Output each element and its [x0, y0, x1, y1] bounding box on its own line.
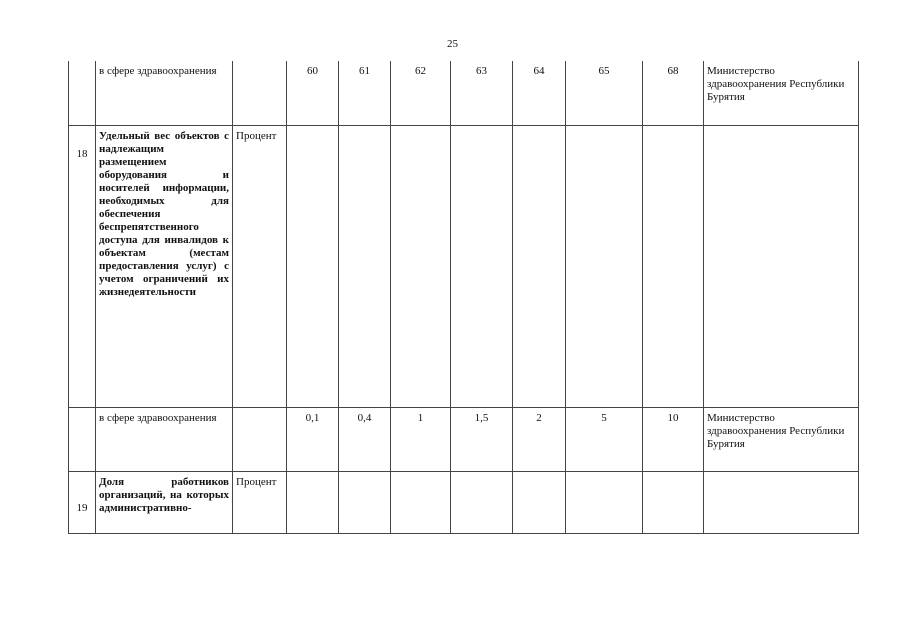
responsible-org: Министерство здравоохранения Республики Бурятия: [704, 407, 859, 471]
indicator-name: в сфере здравоохранения: [96, 61, 233, 125]
value-cell: [339, 125, 391, 407]
table-row: [69, 471, 859, 533]
value-cell: [566, 471, 643, 533]
unit-cell: [233, 407, 287, 471]
indicator-name: Доля работников организаций, на которых административно-: [96, 471, 233, 533]
value-cell: 1: [391, 407, 451, 471]
value-cell: [451, 471, 513, 533]
value-cell: [391, 471, 451, 533]
value-cell: [339, 471, 391, 533]
unit-cell: Процент: [233, 471, 287, 533]
responsible-org: [704, 125, 859, 407]
table-row: [69, 61, 859, 125]
responsible-org: Министерство здравоохранения Республики Бурятия: [704, 61, 859, 125]
value-cell: 61: [339, 61, 391, 125]
indicator-name: Удельный вес объектов с надлежащим размещением оборудования и носителей информации, необходимых для обеспечения беспрепятственного доступа для инвалидов к объектам (местам предоставления услуг) с учетом ограничений их жизнедеятельности: [96, 125, 233, 407]
value-cell: 60: [287, 61, 339, 125]
value-cell: 65: [566, 61, 643, 125]
row-number: 18: [69, 125, 96, 407]
value-cell: [287, 471, 339, 533]
value-cell: 63: [451, 61, 513, 125]
indicators-table: [68, 61, 859, 534]
table-row: [69, 407, 859, 471]
value-cell: 5: [566, 407, 643, 471]
table-row: [69, 125, 859, 407]
value-cell: [643, 125, 704, 407]
row-number: [69, 407, 96, 471]
value-cell: [287, 125, 339, 407]
row-number: [69, 61, 96, 125]
value-cell: [513, 125, 566, 407]
value-cell: 1,5: [451, 407, 513, 471]
value-cell: 64: [513, 61, 566, 125]
value-cell: [513, 471, 566, 533]
value-cell: [566, 125, 643, 407]
unit-cell: Процент: [233, 125, 287, 407]
value-cell: 68: [643, 61, 704, 125]
value-cell: 0,1: [287, 407, 339, 471]
row-number: 19: [69, 471, 96, 533]
indicator-name: в сфере здравоохранения: [96, 407, 233, 471]
value-cell: 62: [391, 61, 451, 125]
page-number: 25: [447, 38, 458, 50]
value-cell: 10: [643, 407, 704, 471]
value-cell: [643, 471, 704, 533]
value-cell: 0,4: [339, 407, 391, 471]
responsible-org: [704, 471, 859, 533]
unit-cell: [233, 61, 287, 125]
value-cell: [451, 125, 513, 407]
value-cell: [391, 125, 451, 407]
value-cell: 2: [513, 407, 566, 471]
